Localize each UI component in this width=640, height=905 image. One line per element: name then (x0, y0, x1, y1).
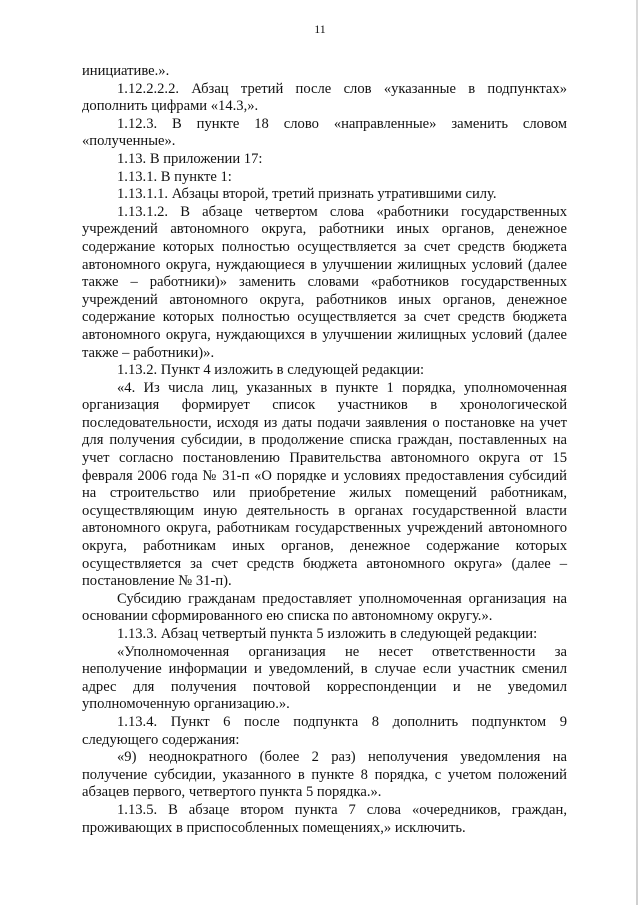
paragraph: 1.13.4. Пункт 6 после подпункта 8 дополнить подпунктом 9 следующего содержания: (82, 713, 567, 748)
paragraph: 1.12.3. В пункте 18 слово «направленные» заменить словом «полученные». (82, 115, 567, 150)
paragraph: инициативе.». (82, 63, 170, 79)
paragraph: 1.13.2. Пункт 4 изложить в следующей редакции: (117, 362, 425, 379)
document-body (82, 63, 567, 837)
paragraph: «4. Из числа лиц, указанных в пункте 1 порядка, уполномоченная организация формирует список участников в хронологической последовательности, исходя из даты подачи заявления о постановке на учет для получения субсидии, в продолжение списка граждан, поставленных на учет согласно постановлению Правительства автономного округа от 15 февраля 2006 года № 31-п «О порядке и условиях предоставления субсидий на строительство или приобретение жилых помещений работникам, осуществляющим иную деятельность в органах государственной власти автономного округа, работникам государственных учреждений автономного округа, работникам иных органов, денежное содержание которых осуществляется за счет средств бюджета автономного округа» (далее – постановление № 31-п). (82, 379, 567, 590)
paragraph: 1.13.1.2. В абзаце четвертом слова «работники государственных учреждений автономного округа, работники иных органов, денежное содержание которых полностью осуществляется за счет средств бюджета автономного округа, нуждающиеся в улучшении жилищных условий (далее также – работники)» заменить словами «работников государственных учреждений автономного округа, работников иных органов, денежное содержание которых полностью осуществляется за счет средств бюджета автономного округа, нуждающихся в улучшении жилищных условий (далее также – работники)». (82, 203, 567, 361)
paragraph: 1.13. В приложении 17: (117, 150, 263, 167)
paragraph: 1.12.2.2.2. Абзац третий после слов «указанные в подпунктах» дополнить цифрами «14.3,». (82, 80, 567, 115)
paragraph: 1.13.1.1. Абзацы второй, третий признать утратившими силу. (117, 186, 497, 203)
paragraph: «9) неоднократного (более 2 раз) неполучения уведомления на получение субсидии, указанного в пункте 8 порядка, с учетом положений абзацев первого, четвертого пункта 5 порядка.». (82, 749, 567, 801)
paragraph: 1.13.3. Абзац четвертый пункта 5 изложить в следующей редакции: (117, 626, 538, 642)
paragraph: 1.13.1. В пункте 1: (117, 168, 232, 185)
page-number: 11 (314, 22, 326, 36)
paragraph: Субсидию гражданам предоставляет уполномоченная организация на основании сформированного ею списка по автономному округу.». (82, 590, 567, 625)
paragraph: «Уполномоченная организация не несет ответственности за неполучение информации и уведомлений, в случае если участник сменил адрес для получения почтовой корреспонденции и не уведомил уполномоченную организацию.». (82, 643, 567, 713)
page-edge (636, 0, 638, 905)
paragraph: 1.13.5. В абзаце втором пункта 7 слова «очередников, граждан, проживающих в приспособленных помещениях,» исключить. (82, 801, 567, 836)
